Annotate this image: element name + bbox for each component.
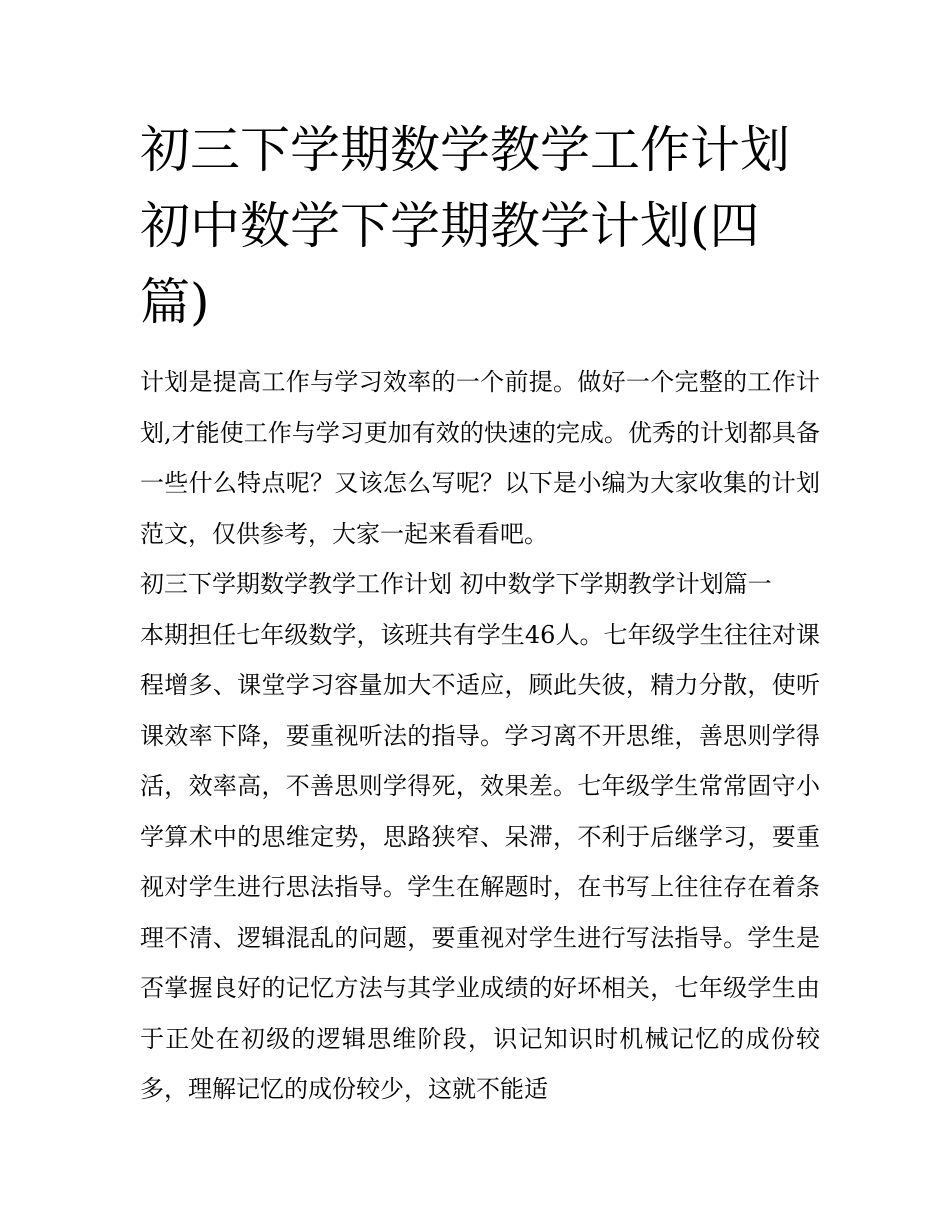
intro-paragraph: 计划是提高工作与学习效率的一个前提。做好一个完整的工作计划,才能使工作与学习更加有效的快速的完成。优秀的计划都具备一些什么特点呢？又该怎么写呢？以下是小编为大家收集的计划范文，仅供参考，大家一起来看看吧。 [140, 368, 820, 548]
section-paragraph: 本期担任七年级数学，该班共有学生46人。七年级学生往往对课程增多、课堂学习容量加大不适应，顾此失彼，精力分散，使听课效率下降，要重视听法的指导。学习离不开思维，善思则学得活，效率高，不善思则学得死，效果差。七年级学生常常固守小学算术中的思维定势，思路狭窄、呆滞，不利于后继学习，要重视对学生进行思法指导。学生在解题时，在书写上往往存在着条理不清、逻辑混乱的问题，要重视对学生进行写法指导。学生是否掌握良好的记忆方法与其学业成绩的好坏相关，七年级学生由于正处在初级的逻辑思维阶段，识记知识时机械记忆的成份较多，理解记忆的成份较少，这就不能适 [140, 620, 820, 1103]
section-heading: 初三下学期数学教学工作计划 初中数学下学期教学计划篇一 [140, 570, 772, 598]
document-body [140, 357, 820, 1115]
document-title: 初三下学期数学教学工作计划 初中数学下学期教学计划(四篇) [140, 121, 790, 331]
